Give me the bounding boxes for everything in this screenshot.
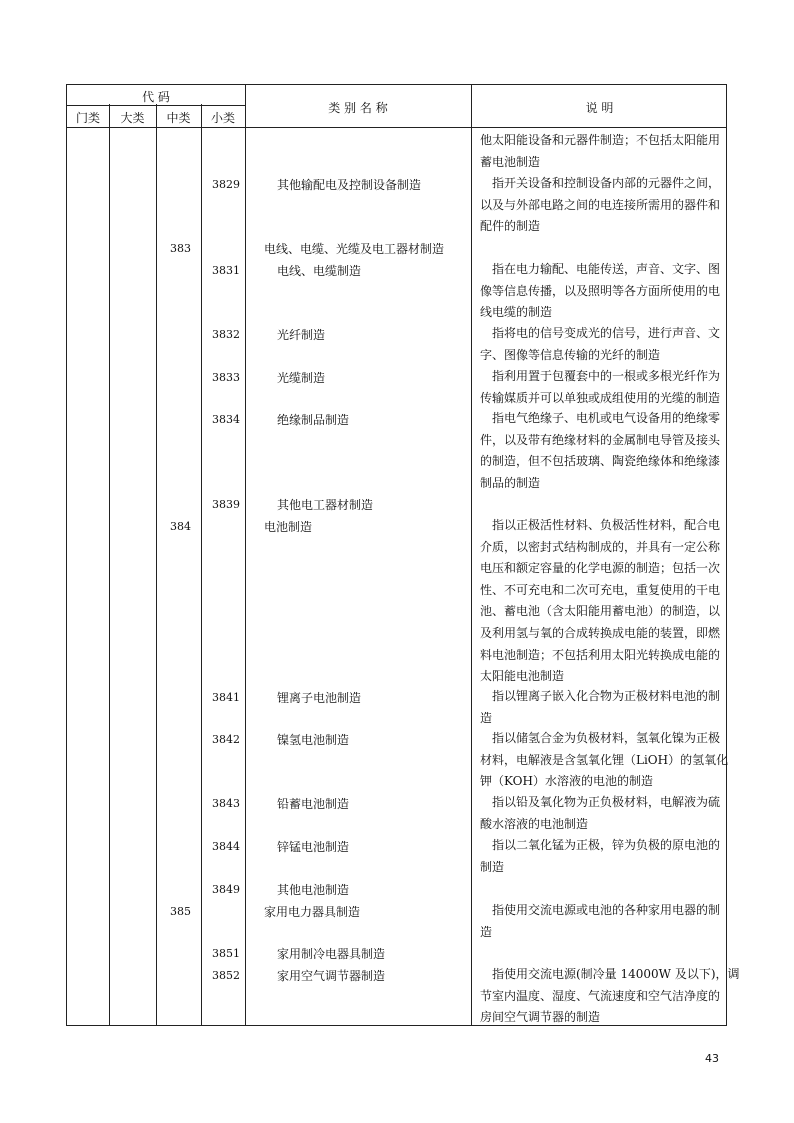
row-3844-name: 锌锰电池制造 bbox=[277, 840, 350, 854]
row-384-zhong: 384 bbox=[170, 520, 191, 533]
row-3843-name: 铅蓄电池制造 bbox=[277, 797, 350, 811]
row-3844-xiao: 3844 bbox=[212, 840, 240, 853]
row-3834-name: 绝缘制品制造 bbox=[277, 413, 350, 427]
col-line-name bbox=[471, 85, 472, 1025]
row-3829-xiao: 3829 bbox=[212, 178, 240, 191]
row-383-name: 电线、电缆、光缆及电工器材制造 bbox=[264, 242, 445, 256]
row-3834-xiao: 3834 bbox=[212, 413, 240, 426]
row-3839-name: 其他电工器材制造 bbox=[277, 498, 374, 512]
row-3831-desc: 指在电力输配、电能传送，声音、文字、图 像等信息传播，以及照明等各方面所使用的电 线电缆的制造 bbox=[480, 262, 721, 320]
row-3833-xiao: 3833 bbox=[212, 371, 240, 384]
row-383-zhong: 383 bbox=[170, 242, 191, 255]
header-da: 大类 bbox=[120, 111, 145, 125]
header-bottom-line bbox=[67, 127, 726, 128]
row-3829-name: 其他输配电及控制设备制造 bbox=[277, 178, 422, 192]
row-3833-name: 光缆制造 bbox=[277, 371, 326, 385]
header-code-divider bbox=[67, 105, 245, 106]
row-3852-desc: 指使用交流电源(制冷量 14000W 及以下)，调 节室内温度、湿度、气流速度和空气洁净度的 房间空气调节器的制造 bbox=[480, 967, 740, 1025]
row-385-name: 家用电力器具制造 bbox=[264, 905, 361, 919]
row-384-name: 电池制造 bbox=[264, 520, 313, 534]
row-3842-name: 镍氢电池制造 bbox=[277, 733, 350, 747]
row-3832-desc: 指将电的信号变成光的信号，进行声音、文 字、图像等信息传输的光纤的制造 bbox=[480, 326, 721, 362]
header-xiao: 小类 bbox=[210, 111, 235, 125]
col-line-xiao bbox=[245, 85, 246, 1025]
row-385-zhong: 385 bbox=[170, 905, 191, 918]
row-3839-xiao: 3839 bbox=[212, 498, 240, 511]
row-3834-desc: 指电气绝缘子、电机或电气设备用的绝缘零 件，以及带有绝缘材料的金属制电导管及接头 的制造，但不包括玻璃、陶瓷绝缘体和绝缘漆 制品的制造 bbox=[480, 411, 721, 490]
row-3843-desc: 指以铅及氧化物为正负极材料，电解液为硫 酸水溶液的电池制造 bbox=[480, 795, 721, 831]
row-3841-desc: 指以锂离子嵌入化合物为正极材料电池的制 造 bbox=[480, 689, 721, 725]
header-desc: 说 明 bbox=[585, 101, 614, 115]
col-line-men bbox=[109, 85, 110, 1025]
row-3849-xiao: 3849 bbox=[212, 883, 240, 896]
col-line-zhong bbox=[201, 85, 202, 1025]
row-3842-xiao: 3842 bbox=[212, 733, 240, 746]
header-zhong: 中类 bbox=[166, 111, 191, 125]
row-3831-name: 电线、电缆制造 bbox=[277, 264, 362, 278]
row-3849-name: 其他电池制造 bbox=[277, 883, 350, 897]
row-3841-xiao: 3841 bbox=[212, 691, 240, 704]
header-name: 类 别 名 称 bbox=[328, 101, 388, 115]
row-3852-xiao: 3852 bbox=[212, 969, 240, 982]
continued-description: 他太阳能设备和元器件制造；不包括太阳能用 蓄电池制造 bbox=[480, 133, 721, 169]
row-384-desc: 指以正极活性材料、负极活性材料，配合电 介质，以密封式结构制成的，并具有一定公称 电压和额定容量的化学电源的制造；包括一次 性、不可充电和二次可充电，重复使用的干电 池、蓄电池（含太阳能用蓄电池）的制造，以 及利用氢与氧的合成转换成电能的装置，即燃 料电池制造；不包括利用太阳光转换成电能的 太阳能电池制造 bbox=[480, 518, 721, 684]
row-3829-desc: 指开关设备和控制设备内部的元器件之间， 以及与外部电路之间的电连接所需用的器件和 配件的制造 bbox=[480, 176, 721, 234]
row-3843-xiao: 3843 bbox=[212, 797, 240, 810]
row-385-desc: 指使用交流电源或电池的各种家用电器的制 造 bbox=[480, 903, 721, 939]
row-3851-xiao: 3851 bbox=[212, 947, 240, 960]
header-code: 代 码 bbox=[142, 90, 170, 104]
row-3832-xiao: 3832 bbox=[212, 328, 240, 341]
row-3841-name: 锂离子电池制造 bbox=[277, 691, 362, 705]
row-3844-desc: 指以二氧化锰为正极，锌为负极的原电池的 制造 bbox=[480, 838, 721, 874]
row-3852-name: 家用空气调节器制造 bbox=[277, 969, 386, 983]
row-3833-desc: 指利用置于包覆套中的一根或多根光纤作为 传输媒质并可以单独或成组使用的光缆的制造 bbox=[480, 369, 721, 405]
row-3832-name: 光纤制造 bbox=[277, 328, 326, 342]
header-men: 门类 bbox=[75, 111, 100, 125]
row-3842-desc: 指以储氢合金为负极材料，氢氧化镍为正极 材料，电解液是含氢氧化锂（LiOH）的氢氧化 钾（KOH）水溶液的电池的制造 bbox=[480, 731, 729, 789]
page-number: 43 bbox=[705, 1052, 719, 1065]
row-3831-xiao: 3831 bbox=[212, 264, 240, 277]
col-line-da bbox=[156, 85, 157, 1025]
row-3851-name: 家用制冷电器具制造 bbox=[277, 947, 386, 961]
